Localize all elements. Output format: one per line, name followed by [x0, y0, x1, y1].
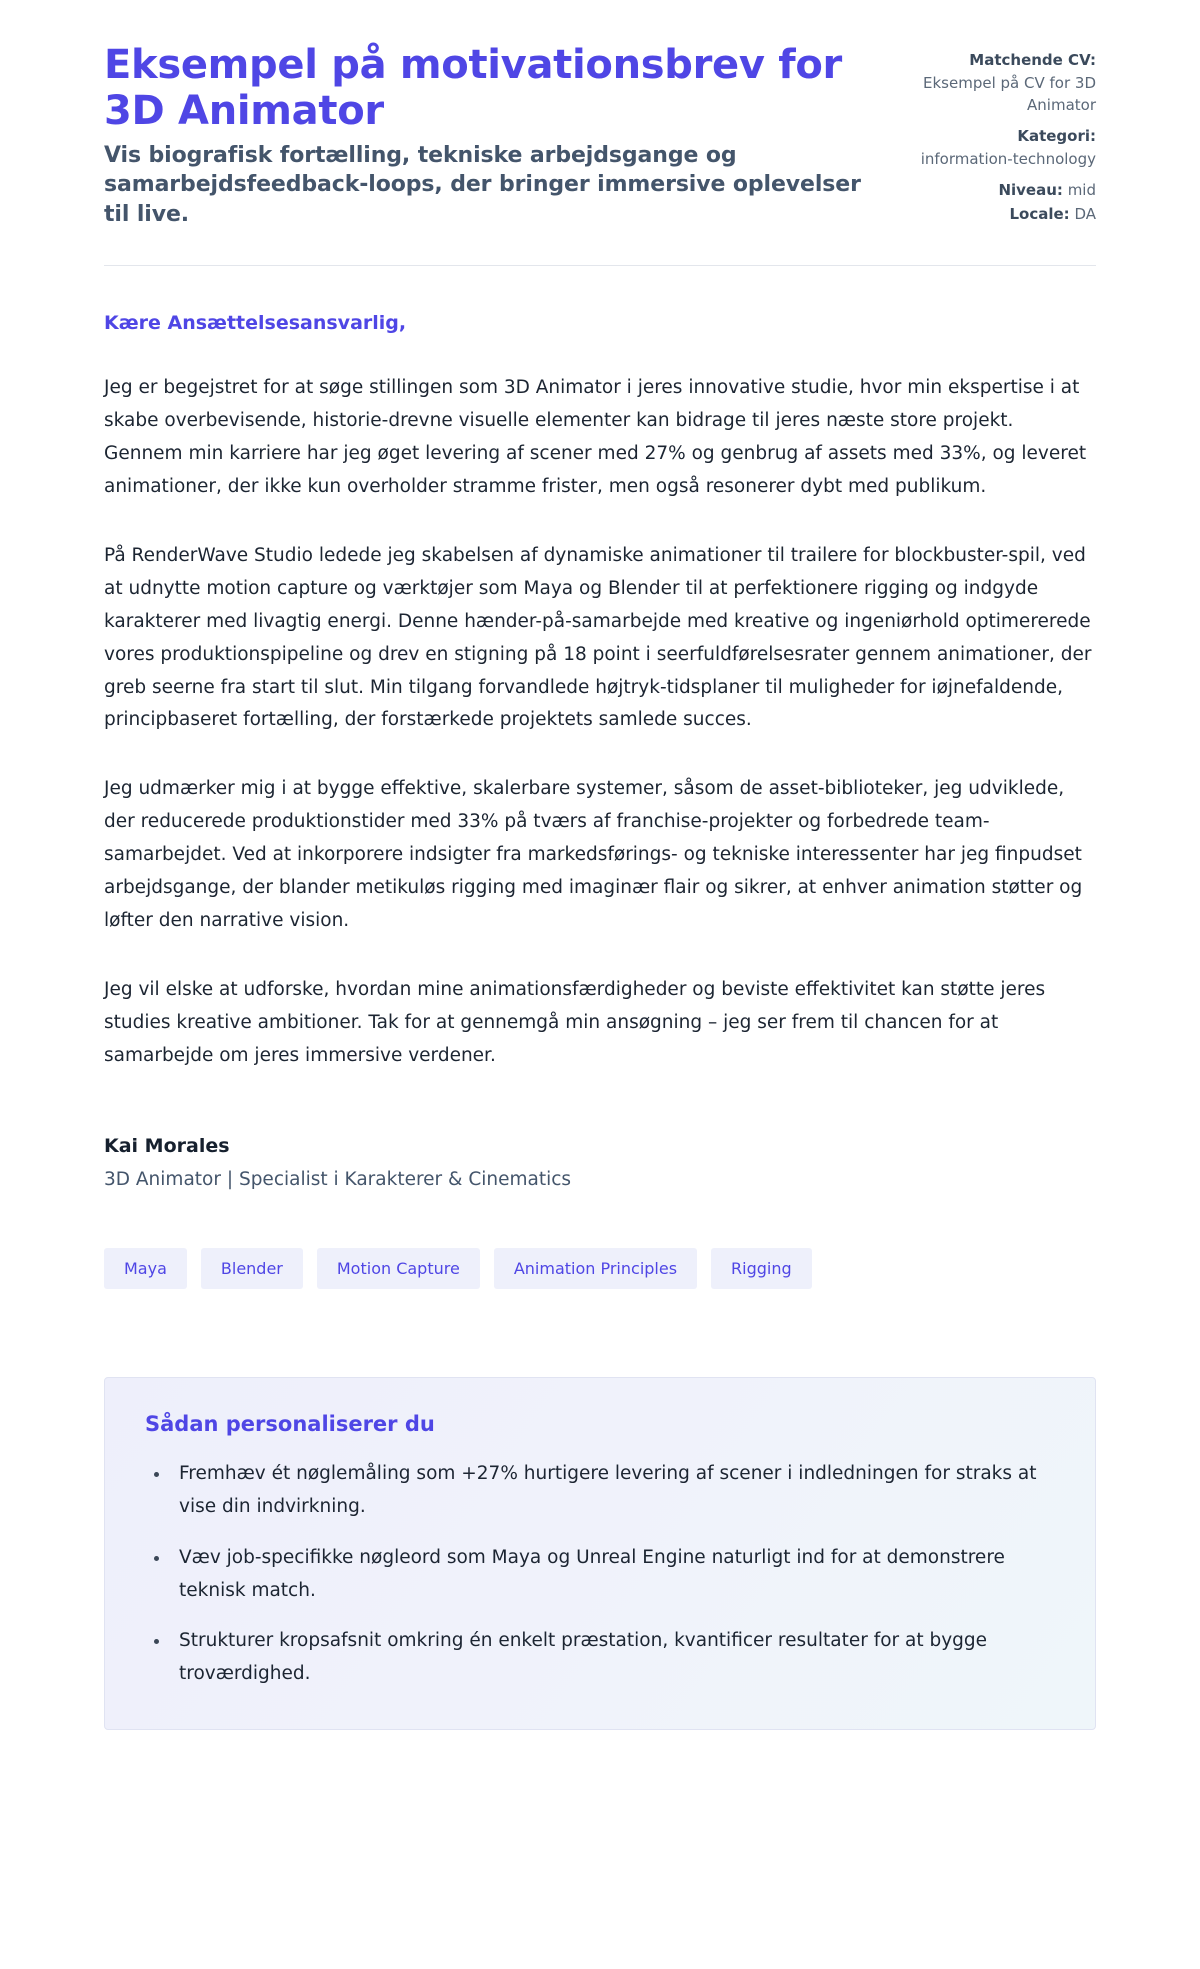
- skill-tag[interactable]: Blender: [201, 1248, 303, 1289]
- letter-paragraph: På RenderWave Studio ledede jeg skabelsen af dynamiske animationer til trailere for blockbuster-spil, ved at udnytte motion capture og værktøjer som Maya og Blender til at perfektionere rigging og indgyde karakterer med livagtig energi. Denne hænder-på-samarbejde med kreative og ingeniørhold optimererede vores produktionspipeline og drev en stigning på 18 point i seerfuldførelsesrater gennem animationer, der greb seerne fra start til slut. Min tilgang forvandlede højtryk-tidsplaner til muligheder for iøjnefaldende, principbaseret fortælling, der forstærkede projektets samlede succes.: [104, 544, 1092, 731]
- meta-category-value-row: [904, 149, 1096, 170]
- meta-level: [904, 180, 1096, 201]
- signature-block: [104, 1135, 1096, 1190]
- tips-list-item: • Strukturer kropsafsnit omkring én enkelt præstation, kvantificer resultater for at bygge troværdighed.: [171, 1625, 1055, 1691]
- signature-role: 3D Animator | Specialist i Karakterer & Cinematics: [104, 1168, 572, 1190]
- skill-tag[interactable]: Rigging: [711, 1248, 812, 1289]
- meta-level-label: Niveau:: [998, 181, 1063, 200]
- tips-list-item: • Væv job-specifikke nøgleord som Maya og Unreal Engine naturligt ind for at demonstrere teknisk match.: [171, 1542, 1055, 1608]
- meta-level-value: mid: [1067, 181, 1096, 200]
- meta-locale-value: DA: [1074, 204, 1096, 223]
- meta-category-value: information-technology: [920, 150, 1096, 169]
- header-divider: [104, 265, 1096, 266]
- meta-matching-cv-value-row: [904, 73, 1096, 116]
- meta-category-label: Kategori:: [1017, 126, 1096, 145]
- skill-tag[interactable]: Maya: [104, 1248, 187, 1289]
- personalization-tips-box: [104, 1377, 1096, 1731]
- page-subtitle: Vis biografisk fortælling, tekniske arbejdsgange og samarbejdsfeedback-loops, der bringer immersive oplevelser til live.: [104, 142, 861, 227]
- letter-paragraph: Jeg er begejstret for at søge stillingen som 3D Animator i jeres innovative studie, hvor min ekspertise i at skabe overbevisende, historie-drevne visuelle elementer kan bidrage til jeres næste store projekt. Gennem min karriere har jeg øget levering af scener med 27% og genbrug af assets med 33%, og leveret animationer, der ikke kun overholder stramme frister, men også resonerer dybt med publikum.: [104, 377, 1087, 497]
- meta-matching-cv: [904, 50, 1096, 71]
- meta-category: [904, 126, 1096, 147]
- header-title-block: [104, 42, 864, 229]
- letter-greeting: Kære Ansættelsesansvarlig,: [104, 312, 407, 335]
- skill-tag[interactable]: Animation Principles: [494, 1248, 697, 1289]
- meta-locale: [904, 204, 1096, 225]
- signature-name: Kai Morales: [104, 1134, 230, 1157]
- page-title: Eksempel på motivationsbrev for 3D Animator: [104, 42, 842, 135]
- tips-title: Sådan personaliserer du: [145, 1411, 435, 1436]
- skill-tag-list: [104, 1248, 1096, 1289]
- skill-tag[interactable]: Motion Capture: [317, 1248, 480, 1289]
- tips-list-item: • Fremhæv ét nøglemåling som +27% hurtigere levering af scener i indledningen for straks at vise din indvirkning.: [171, 1458, 1055, 1524]
- letter-paragraph: Jeg vil elske at udforske, hvordan mine animationsfærdigheder og beviste effektivitet kan støtte jeres studies kreative ambitioner. Tak for at gennemgå min ansøgning – jeg ser frem til chancen for at samarbejde om jeres immersive verdener.: [104, 979, 1046, 1066]
- document-metadata: [904, 42, 1096, 227]
- document-header: [104, 42, 1096, 265]
- meta-matching-cv-value: Eksempel på CV for 3D Animator: [923, 74, 1096, 114]
- letter-body: [104, 312, 1096, 1190]
- meta-matching-cv-label: Matchende CV:: [969, 51, 1096, 69]
- letter-paragraph: Jeg udmærker mig i at bygge effektive, skalerbare systemer, såsom de asset-biblioteker, jeg udviklede, der reducerede produktionstider med 33% på tværs af franchise-projekter og forbedrede team-samarbejdet. Ved at inkorporere indsigter fra markedsførings- og tekniske interessenter har jeg finpudset arbejdsgange, der blander metikuløs rigging med imaginær flair og sikrer, at enhver animation støtter og løfter den narrative vision.: [104, 778, 1083, 932]
- tips-list: [145, 1458, 1055, 1692]
- meta-locale-label: Locale:: [1009, 204, 1070, 223]
